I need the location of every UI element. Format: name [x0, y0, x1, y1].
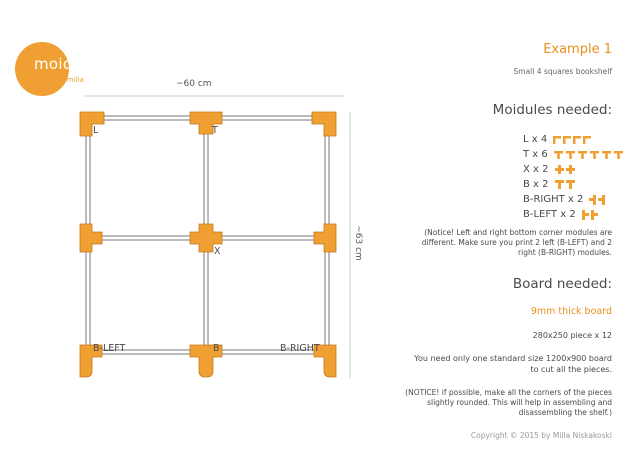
- module-row-x: [523, 164, 577, 175]
- modules-heading: Moidules needed:: [492, 102, 612, 118]
- x-cross-icon: [555, 165, 577, 174]
- t-joint-middle-left: [80, 224, 102, 252]
- example-title: Example 1: [543, 42, 612, 57]
- board-heading: Board needed:: [512, 276, 612, 292]
- modules-notice: (Notice! Left and right bottom corner modules are different. Make sure you print 2 left (B-LEFT) and 2 right (B-RIGHT) modules.: [421, 228, 612, 257]
- module-row-b: [523, 179, 577, 190]
- t-joint-icon: [554, 151, 626, 159]
- copyright: Copyright © 2015 by Milla Niskakoski: [470, 431, 612, 440]
- l-corner-top-left: [80, 112, 104, 136]
- logo-byline: by milla: [56, 76, 84, 84]
- width-dimension-label: ~60 cm: [176, 79, 212, 89]
- module-row-t: [523, 149, 626, 160]
- label-b-right: B-RIGHT: [280, 343, 320, 354]
- module-row-b-right: [523, 194, 607, 205]
- module-label: B-RIGHT x 2: [523, 194, 584, 205]
- label-b: B: [213, 343, 220, 354]
- module-label: T x 6: [523, 149, 548, 160]
- label-b-left: B-LEFT: [93, 343, 126, 354]
- module-label: B-LEFT x 2: [523, 209, 576, 220]
- t-joint-middle-right: [314, 224, 336, 252]
- module-row-b-left: [523, 209, 600, 220]
- example-subtitle: Small 4 squares bookshelf: [513, 67, 612, 76]
- label-x: X: [214, 246, 221, 257]
- b-left-foot-icon: [582, 210, 600, 220]
- board-notice: (NOTICE! if possible, make all the corners of the pieces slightly rounded. This will help in assembling and disassembling the shelf.): [405, 388, 612, 417]
- height-dimension-label: ~63 cm: [352, 225, 363, 261]
- logo-wordmark: moidules: [34, 55, 105, 73]
- module-label: B x 2: [523, 179, 549, 190]
- board-thickness: 9mm thick board: [530, 306, 612, 317]
- module-label: L x 4: [523, 134, 548, 145]
- b-right-foot-icon: [589, 195, 607, 205]
- board-standard-size: You need only one standard size 1200x900 board to cut all the pieces.: [414, 354, 612, 374]
- module-row-l: [523, 134, 593, 145]
- label-l: L: [93, 125, 99, 136]
- board-pieces: 280x250 piece x 12: [532, 331, 612, 340]
- label-t: T: [212, 125, 218, 136]
- l-corner-top-right: [312, 112, 336, 136]
- module-label: X x 2: [523, 164, 549, 175]
- l-corner-icon: [553, 136, 593, 144]
- b-foot-icon: [555, 180, 577, 190]
